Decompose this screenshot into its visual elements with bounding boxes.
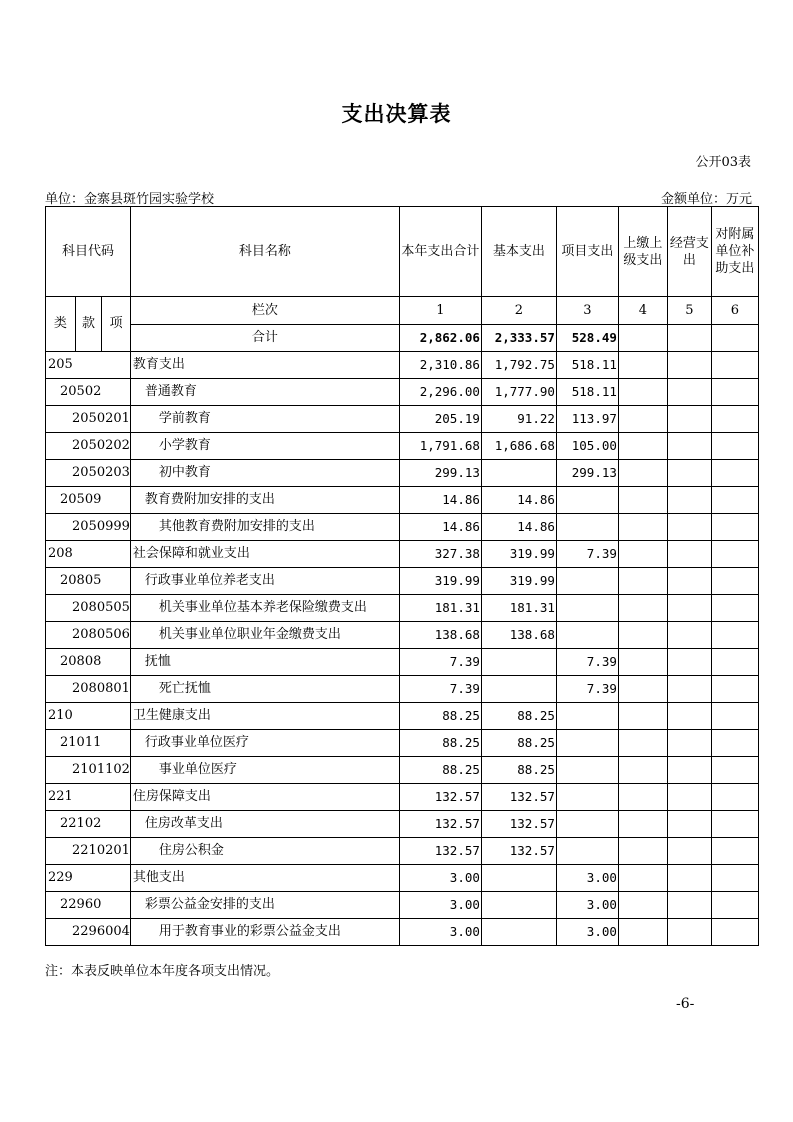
row-basic <box>481 892 556 919</box>
table-row <box>46 892 759 919</box>
row-project: 113.97 <box>556 406 618 433</box>
col-index-3: 3 <box>556 297 618 325</box>
table-row <box>46 649 759 676</box>
row-name: 学前教育 <box>130 406 399 433</box>
row-code: 229 <box>46 865 131 892</box>
row-code: 2050202 <box>46 433 131 460</box>
row-total: 132.57 <box>399 838 481 865</box>
row-upper <box>618 784 667 811</box>
row-basic: 88.25 <box>481 703 556 730</box>
row-basic <box>481 865 556 892</box>
row-subsidy <box>711 352 758 379</box>
header-lei: 类 <box>46 297 76 352</box>
row-code: 22102 <box>46 811 131 838</box>
row-code: 2050999 <box>46 514 131 541</box>
header-name: 科目名称 <box>130 207 399 297</box>
row-business <box>667 811 711 838</box>
row-project <box>556 595 618 622</box>
row-business <box>667 433 711 460</box>
row-name: 住房公积金 <box>130 838 399 865</box>
header-row <box>46 207 759 297</box>
row-code: 20502 <box>46 379 131 406</box>
col-index-5: 5 <box>667 297 711 325</box>
table-row <box>46 919 759 946</box>
row-basic: 88.25 <box>481 757 556 784</box>
table-row <box>46 838 759 865</box>
row-upper <box>618 703 667 730</box>
row-subsidy <box>711 784 758 811</box>
row-subsidy <box>711 865 758 892</box>
row-code: 22960 <box>46 892 131 919</box>
row-name: 机关事业单位职业年金缴费支出 <box>130 622 399 649</box>
row-project <box>556 757 618 784</box>
table-row <box>46 568 759 595</box>
row-upper <box>618 514 667 541</box>
row-total: 14.86 <box>399 487 481 514</box>
col-index-6: 6 <box>711 297 758 325</box>
row-total: 132.57 <box>399 811 481 838</box>
row-total: 88.25 <box>399 730 481 757</box>
row-business <box>667 784 711 811</box>
row-subsidy <box>711 379 758 406</box>
table-row <box>46 730 759 757</box>
row-business <box>667 757 711 784</box>
row-business <box>667 379 711 406</box>
row-code: 2050201 <box>46 406 131 433</box>
header-subsidy: 对附属单位补助支出 <box>711 207 758 297</box>
row-basic: 91.22 <box>481 406 556 433</box>
row-upper <box>618 379 667 406</box>
row-basic: 132.57 <box>481 784 556 811</box>
row-name: 其他支出 <box>130 865 399 892</box>
row-basic: 132.57 <box>481 838 556 865</box>
table-note: 注：本表反映单位本年度各项支出情况。 <box>45 964 280 979</box>
table-row <box>46 811 759 838</box>
table-row <box>46 460 759 487</box>
row-business <box>667 406 711 433</box>
header-kuan: 款 <box>75 297 102 352</box>
row-code: 2101102 <box>46 757 131 784</box>
header-business: 经营支出 <box>667 207 711 297</box>
row-basic <box>481 676 556 703</box>
row-business <box>667 460 711 487</box>
row-business <box>667 703 711 730</box>
unit-label: 单位：金寨县斑竹园实验学校 <box>45 192 215 207</box>
table-row <box>46 757 759 784</box>
table-row <box>46 433 759 460</box>
row-upper <box>618 730 667 757</box>
row-name: 事业单位医疗 <box>130 757 399 784</box>
row-basic: 1,686.68 <box>481 433 556 460</box>
row-business <box>667 487 711 514</box>
row-project <box>556 730 618 757</box>
row-total: 319.99 <box>399 568 481 595</box>
row-project: 299.13 <box>556 460 618 487</box>
header-project: 项目支出 <box>556 207 618 297</box>
row-total: 299.13 <box>399 460 481 487</box>
row-basic: 319.99 <box>481 568 556 595</box>
row-project: 518.11 <box>556 352 618 379</box>
total-project: 528.49 <box>556 325 618 352</box>
row-basic: 181.31 <box>481 595 556 622</box>
row-name: 抚恤 <box>130 649 399 676</box>
row-upper <box>618 892 667 919</box>
row-project: 518.11 <box>556 379 618 406</box>
row-project <box>556 568 618 595</box>
row-total: 3.00 <box>399 865 481 892</box>
row-project <box>556 487 618 514</box>
table-row <box>46 352 759 379</box>
table-row <box>46 379 759 406</box>
row-business <box>667 865 711 892</box>
table-row <box>46 595 759 622</box>
col-index-2: 2 <box>481 297 556 325</box>
row-code: 21011 <box>46 730 131 757</box>
row-basic: 1,792.75 <box>481 352 556 379</box>
row-upper <box>618 433 667 460</box>
row-subsidy <box>711 595 758 622</box>
row-upper <box>618 487 667 514</box>
row-upper <box>618 541 667 568</box>
row-business <box>667 730 711 757</box>
row-upper <box>618 676 667 703</box>
row-total: 2,296.00 <box>399 379 481 406</box>
row-name: 卫生健康支出 <box>130 703 399 730</box>
row-total: 1,791.68 <box>399 433 481 460</box>
row-code: 2080506 <box>46 622 131 649</box>
row-basic <box>481 460 556 487</box>
row-subsidy <box>711 676 758 703</box>
row-business <box>667 649 711 676</box>
row-code: 210 <box>46 703 131 730</box>
table-row <box>46 541 759 568</box>
header-upper: 上缴上级支出 <box>618 207 667 297</box>
row-code: 2080801 <box>46 676 131 703</box>
row-business <box>667 892 711 919</box>
table-row <box>46 865 759 892</box>
row-subsidy <box>711 757 758 784</box>
row-upper <box>618 622 667 649</box>
row-subsidy <box>711 487 758 514</box>
row-business <box>667 595 711 622</box>
row-business <box>667 514 711 541</box>
row-name: 初中教育 <box>130 460 399 487</box>
row-basic: 1,777.90 <box>481 379 556 406</box>
table-row <box>46 676 759 703</box>
row-total: 88.25 <box>399 757 481 784</box>
row-upper <box>618 649 667 676</box>
row-basic <box>481 919 556 946</box>
row-project <box>556 622 618 649</box>
row-code: 2050203 <box>46 460 131 487</box>
row-total: 3.00 <box>399 892 481 919</box>
table-row <box>46 622 759 649</box>
row-total: 205.19 <box>399 406 481 433</box>
header-lanci: 栏次 <box>130 297 399 325</box>
row-project: 105.00 <box>556 433 618 460</box>
row-name: 死亡抚恤 <box>130 676 399 703</box>
row-total: 88.25 <box>399 703 481 730</box>
form-number: 公开03表 <box>695 155 751 170</box>
header-code: 科目代码 <box>46 207 131 297</box>
row-subsidy <box>711 919 758 946</box>
total-subsidy <box>711 325 758 352</box>
row-business <box>667 541 711 568</box>
row-project <box>556 838 618 865</box>
row-name: 机关事业单位基本养老保险缴费支出 <box>130 595 399 622</box>
row-basic: 14.86 <box>481 487 556 514</box>
row-basic: 132.57 <box>481 811 556 838</box>
row-subsidy <box>711 649 758 676</box>
row-basic: 319.99 <box>481 541 556 568</box>
row-business <box>667 568 711 595</box>
row-name: 住房改革支出 <box>130 811 399 838</box>
row-project: 3.00 <box>556 892 618 919</box>
row-name: 普通教育 <box>130 379 399 406</box>
row-code: 2210201 <box>46 838 131 865</box>
total-business <box>667 325 711 352</box>
row-business <box>667 622 711 649</box>
row-project: 7.39 <box>556 676 618 703</box>
row-name: 行政事业单位医疗 <box>130 730 399 757</box>
row-total: 7.39 <box>399 649 481 676</box>
row-project: 7.39 <box>556 541 618 568</box>
row-subsidy <box>711 406 758 433</box>
col-index-1: 1 <box>399 297 481 325</box>
header-xiang: 项 <box>102 297 131 352</box>
row-business <box>667 919 711 946</box>
row-code: 20808 <box>46 649 131 676</box>
row-total: 132.57 <box>399 784 481 811</box>
row-subsidy <box>711 838 758 865</box>
row-name: 住房保障支出 <box>130 784 399 811</box>
row-subsidy <box>711 514 758 541</box>
header-total: 本年支出合计 <box>399 207 481 297</box>
total-label: 合计 <box>130 325 399 352</box>
table-row <box>46 406 759 433</box>
row-subsidy <box>711 433 758 460</box>
row-project: 7.39 <box>556 649 618 676</box>
column-index-row <box>46 297 759 325</box>
table-row <box>46 784 759 811</box>
row-name: 社会保障和就业支出 <box>130 541 399 568</box>
row-subsidy <box>711 541 758 568</box>
row-subsidy <box>711 811 758 838</box>
header-basic: 基本支出 <box>481 207 556 297</box>
table-row <box>46 487 759 514</box>
total-total: 2,862.06 <box>399 325 481 352</box>
row-subsidy <box>711 892 758 919</box>
row-code: 20509 <box>46 487 131 514</box>
row-total: 2,310.86 <box>399 352 481 379</box>
row-name: 行政事业单位养老支出 <box>130 568 399 595</box>
row-project <box>556 811 618 838</box>
row-upper <box>618 460 667 487</box>
row-total: 327.38 <box>399 541 481 568</box>
col-index-4: 4 <box>618 297 667 325</box>
row-upper <box>618 352 667 379</box>
row-subsidy <box>711 703 758 730</box>
row-subsidy <box>711 730 758 757</box>
row-name: 其他教育费附加安排的支出 <box>130 514 399 541</box>
row-project <box>556 703 618 730</box>
total-basic: 2,333.57 <box>481 325 556 352</box>
row-total: 3.00 <box>399 919 481 946</box>
row-code: 208 <box>46 541 131 568</box>
total-upper <box>618 325 667 352</box>
row-code: 2080505 <box>46 595 131 622</box>
page-title: 支出决算表 <box>341 102 452 126</box>
row-code: 2296004 <box>46 919 131 946</box>
row-code: 20805 <box>46 568 131 595</box>
row-basic: 138.68 <box>481 622 556 649</box>
row-project: 3.00 <box>556 865 618 892</box>
row-total: 7.39 <box>399 676 481 703</box>
row-name: 小学教育 <box>130 433 399 460</box>
row-business <box>667 838 711 865</box>
row-subsidy <box>711 622 758 649</box>
total-row <box>46 325 759 352</box>
row-basic <box>481 649 556 676</box>
table-row <box>46 703 759 730</box>
row-business <box>667 352 711 379</box>
money-unit-label: 金额单位：万元 <box>660 192 752 207</box>
row-upper <box>618 757 667 784</box>
row-upper <box>618 865 667 892</box>
row-upper <box>618 568 667 595</box>
table-row <box>46 514 759 541</box>
row-business <box>667 676 711 703</box>
row-project <box>556 784 618 811</box>
row-name: 教育支出 <box>130 352 399 379</box>
row-code: 205 <box>46 352 131 379</box>
row-code: 221 <box>46 784 131 811</box>
row-upper <box>618 595 667 622</box>
row-project <box>556 514 618 541</box>
row-subsidy <box>711 460 758 487</box>
row-total: 181.31 <box>399 595 481 622</box>
row-project: 3.00 <box>556 919 618 946</box>
row-total: 14.86 <box>399 514 481 541</box>
row-upper <box>618 838 667 865</box>
expenditure-table <box>45 206 759 946</box>
row-basic: 14.86 <box>481 514 556 541</box>
page-number: -6- <box>676 996 695 1012</box>
row-name: 教育费附加安排的支出 <box>130 487 399 514</box>
row-upper <box>618 406 667 433</box>
row-subsidy <box>711 568 758 595</box>
row-upper <box>618 919 667 946</box>
row-basic: 88.25 <box>481 730 556 757</box>
row-name: 用于教育事业的彩票公益金支出 <box>130 919 399 946</box>
row-total: 138.68 <box>399 622 481 649</box>
row-upper <box>618 811 667 838</box>
row-name: 彩票公益金安排的支出 <box>130 892 399 919</box>
